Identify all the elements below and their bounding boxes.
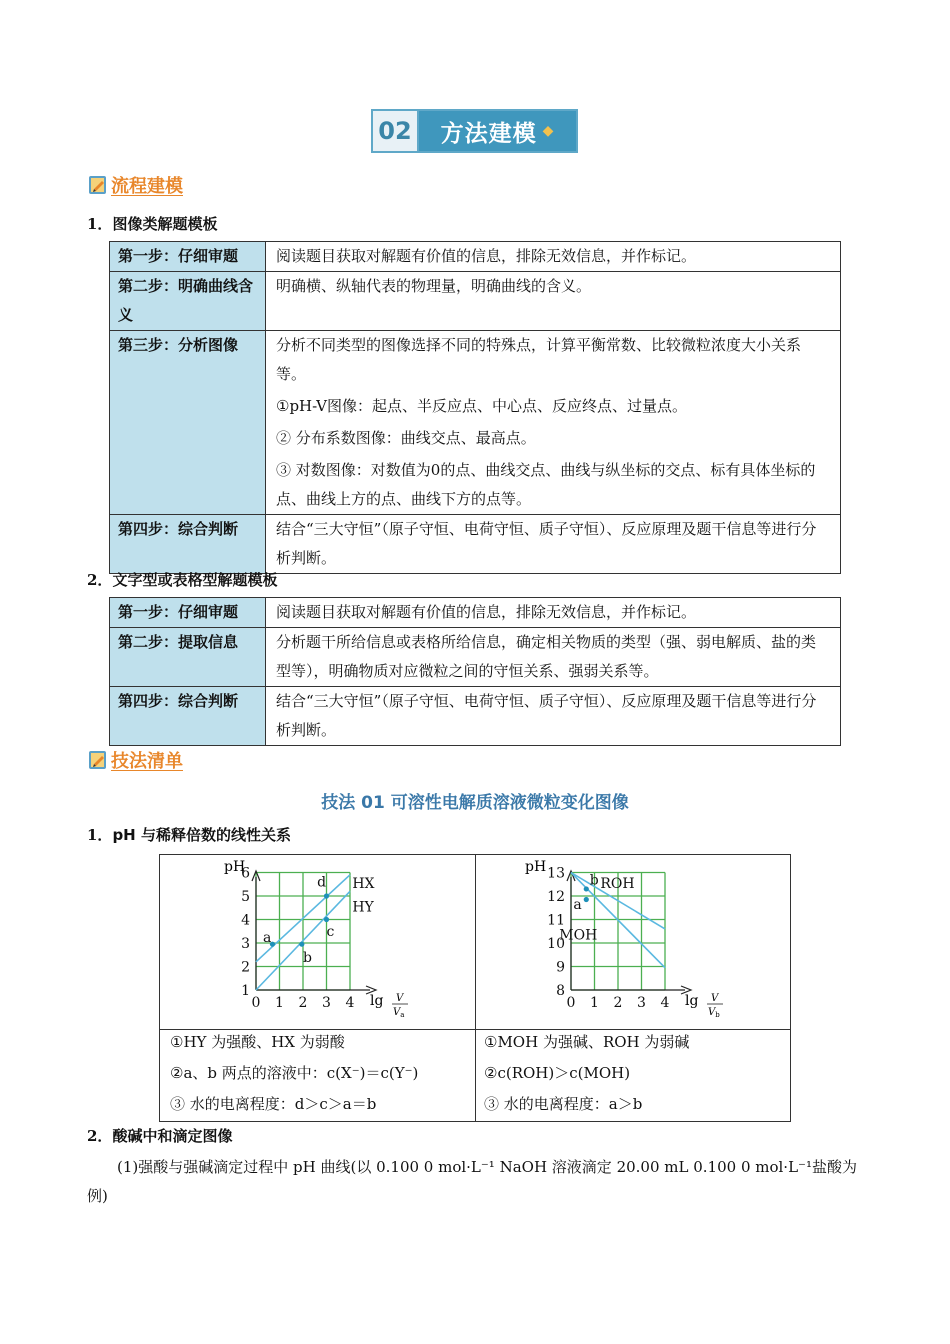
curve-label: HX — [352, 875, 375, 892]
y-tick-label: 2 — [241, 959, 250, 976]
section-title: 技法清单 — [111, 751, 183, 772]
section-heading-process — [87, 172, 183, 198]
step-row — [110, 272, 841, 331]
note-line: ③ 水的电离程度：d＞c＞a＝b — [170, 1095, 377, 1113]
description-line: 分析不同类型的图像选择不同的特殊点，计算平衡常数、比较微粒浓度大小关系等。 — [276, 336, 802, 383]
x-tick-label: 4 — [345, 995, 355, 1011]
step-description — [266, 331, 841, 515]
data-point — [584, 897, 589, 902]
technique-title: 技法 01 可溶性电解质溶液微粒变化图像 — [321, 793, 629, 813]
subheading-text-template: 2．文字型或表格型解题模板 — [87, 571, 278, 589]
step-row — [110, 242, 841, 272]
point-label: a — [263, 929, 272, 946]
dilution-graph-table — [159, 854, 791, 1122]
left-notes — [170, 1027, 418, 1120]
data-point — [584, 886, 589, 891]
note-line: ②c(ROH)＞c(MOH) — [484, 1064, 631, 1082]
banner-title — [419, 111, 576, 151]
fraction-numerator: V — [396, 993, 404, 1004]
step-label: 第四步：综合判断 — [110, 515, 266, 574]
point-label: a — [573, 896, 582, 913]
diamond-icon: ◆ — [542, 123, 555, 139]
curve-label: MOH — [559, 927, 598, 944]
y-tick-label: 9 — [556, 959, 565, 976]
step-label: 第一步：仔细审题 — [110, 242, 266, 272]
description-line: 阅读题目获取对解题有价值的信息，排除无效信息，并作标记。 — [276, 603, 697, 621]
description-line: 明确横、纵轴代表的物理量，明确曲线的含义。 — [276, 277, 592, 295]
step-description — [266, 598, 841, 628]
x-axis-label: lg — [370, 993, 384, 1009]
y-tick-label: 3 — [241, 936, 250, 952]
y-tick-label: 1 — [241, 983, 250, 999]
data-point — [299, 942, 304, 947]
description-line: 分析题干所给信息或表格所给信息，确定相关物质的类型（强、弱电解质、盐的类型等），明确物质对应微粒之间的守恒关系、强弱关系等。 — [276, 633, 817, 680]
subheading-titration: 2．酸碱中和滴定图像 — [87, 1127, 233, 1145]
point-label: b — [589, 872, 599, 889]
curve-label: ROH — [600, 875, 635, 892]
point-label: d — [317, 874, 327, 891]
y-tick-label: 10 — [547, 936, 565, 952]
y-tick-label: 4 — [241, 912, 250, 929]
description-line: ② 分布系数图像：曲线交点、最高点。 — [276, 429, 536, 447]
note-line: ②a、b 两点的溶液中：c(X⁻)＝c(Y⁻) — [170, 1064, 419, 1082]
step-row — [110, 598, 841, 628]
y-tick-label: 13 — [547, 865, 565, 882]
y-tick-label: 11 — [547, 912, 565, 929]
description-line: ③ 对数图像：对数值为0的点、曲线交点、曲线与纵坐标的交点、标有具体坐标的点、曲线上方的点、曲线下方的点等。 — [276, 461, 816, 508]
x-tick-label: 1 — [275, 995, 284, 1011]
subheading-dilution: 1．pH 与稀释倍数的线性关系 — [87, 826, 291, 844]
x-tick-label: 3 — [322, 995, 331, 1011]
step-row — [110, 331, 841, 515]
y-axis-label: pH — [224, 859, 246, 875]
notebook-pencil-icon — [87, 174, 109, 196]
text-template-table — [109, 597, 841, 746]
step-description — [266, 628, 841, 687]
step-description — [266, 242, 841, 272]
y-tick-label: 8 — [556, 983, 565, 999]
data-point — [324, 893, 329, 898]
step-label: 第四步：综合判断 — [110, 687, 266, 746]
data-point — [324, 917, 329, 922]
x-tick-label: 1 — [590, 995, 599, 1011]
right-notes — [484, 1027, 689, 1120]
subheading-image-template: 1．图像类解题模板 — [87, 215, 218, 233]
x-tick-label: 4 — [660, 995, 670, 1011]
y-tick-label: 6 — [241, 865, 250, 882]
ph-dilution-base-graph — [525, 855, 735, 1025]
section-banner — [371, 109, 578, 153]
step-label: 第三步：分析图像 — [110, 331, 266, 515]
note-line: ①HY 为强酸、HX 为弱酸 — [170, 1033, 345, 1051]
description-line: 结合“三大守恒”（原子守恒、电荷守恒、质子守恒）、反应原理及题干信息等进行分析判断。 — [276, 692, 817, 739]
y-axis-label: pH — [525, 859, 547, 875]
x-tick-label: 0 — [566, 995, 576, 1011]
description-line: ①pH-V图像：起点、半反应点、中心点、反应终点、过量点。 — [276, 397, 687, 415]
step-row — [110, 687, 841, 746]
point-label: c — [326, 923, 335, 940]
ph-dilution-acid-graph — [220, 855, 420, 1025]
fraction-denominator: $V_a$ — [393, 1007, 405, 1019]
section-title: 流程建模 — [111, 176, 183, 197]
notebook-pencil-icon — [87, 749, 109, 771]
curve-label: HY — [352, 899, 374, 916]
step-description — [266, 515, 841, 574]
fraction-denominator: $V_b$ — [708, 1007, 720, 1019]
step-label: 第一步：仔细审题 — [110, 598, 266, 628]
image-template-table — [109, 241, 841, 574]
x-tick-label: 2 — [613, 995, 623, 1011]
y-tick-label: 5 — [241, 889, 250, 905]
section-heading-techniques — [87, 747, 183, 773]
banner-number: 02 — [373, 111, 419, 151]
description-line: 结合“三大守恒”（原子守恒、电荷守恒、质子守恒）、反应原理及题干信息等进行分析判断。 — [276, 520, 817, 567]
fraction-numerator: V — [711, 993, 719, 1004]
note-line: ③ 水的电离程度：a＞b — [484, 1095, 643, 1113]
step-label: 第二步：提取信息 — [110, 628, 266, 687]
banner-title-text: 方法建模 — [440, 120, 537, 147]
table-divider — [475, 855, 476, 1121]
step-label: 第二步：明确曲线含义 — [110, 272, 266, 331]
x-tick-label: 3 — [637, 995, 646, 1011]
x-tick-label: 2 — [298, 995, 308, 1011]
point-label: b — [303, 949, 312, 966]
x-tick-label: 0 — [251, 995, 261, 1011]
step-description — [266, 272, 841, 331]
step-row — [110, 515, 841, 574]
step-description — [266, 687, 841, 746]
y-tick-label: 12 — [547, 889, 565, 905]
x-axis-label: lg — [685, 993, 699, 1009]
note-line: ①MOH 为强碱、ROH 为弱碱 — [484, 1033, 690, 1051]
step-row — [110, 628, 841, 687]
description-line: 阅读题目获取对解题有价值的信息，排除无效信息，并作标记。 — [276, 247, 697, 265]
titration-paragraph: (1)强酸与强碱滴定过程中 pH 曲线(以 0.100 0 mol·L⁻¹ NaOH 溶液滴定 20.00 mL 0.100 0 mol·L⁻¹盐酸为例) — [87, 1158, 857, 1205]
